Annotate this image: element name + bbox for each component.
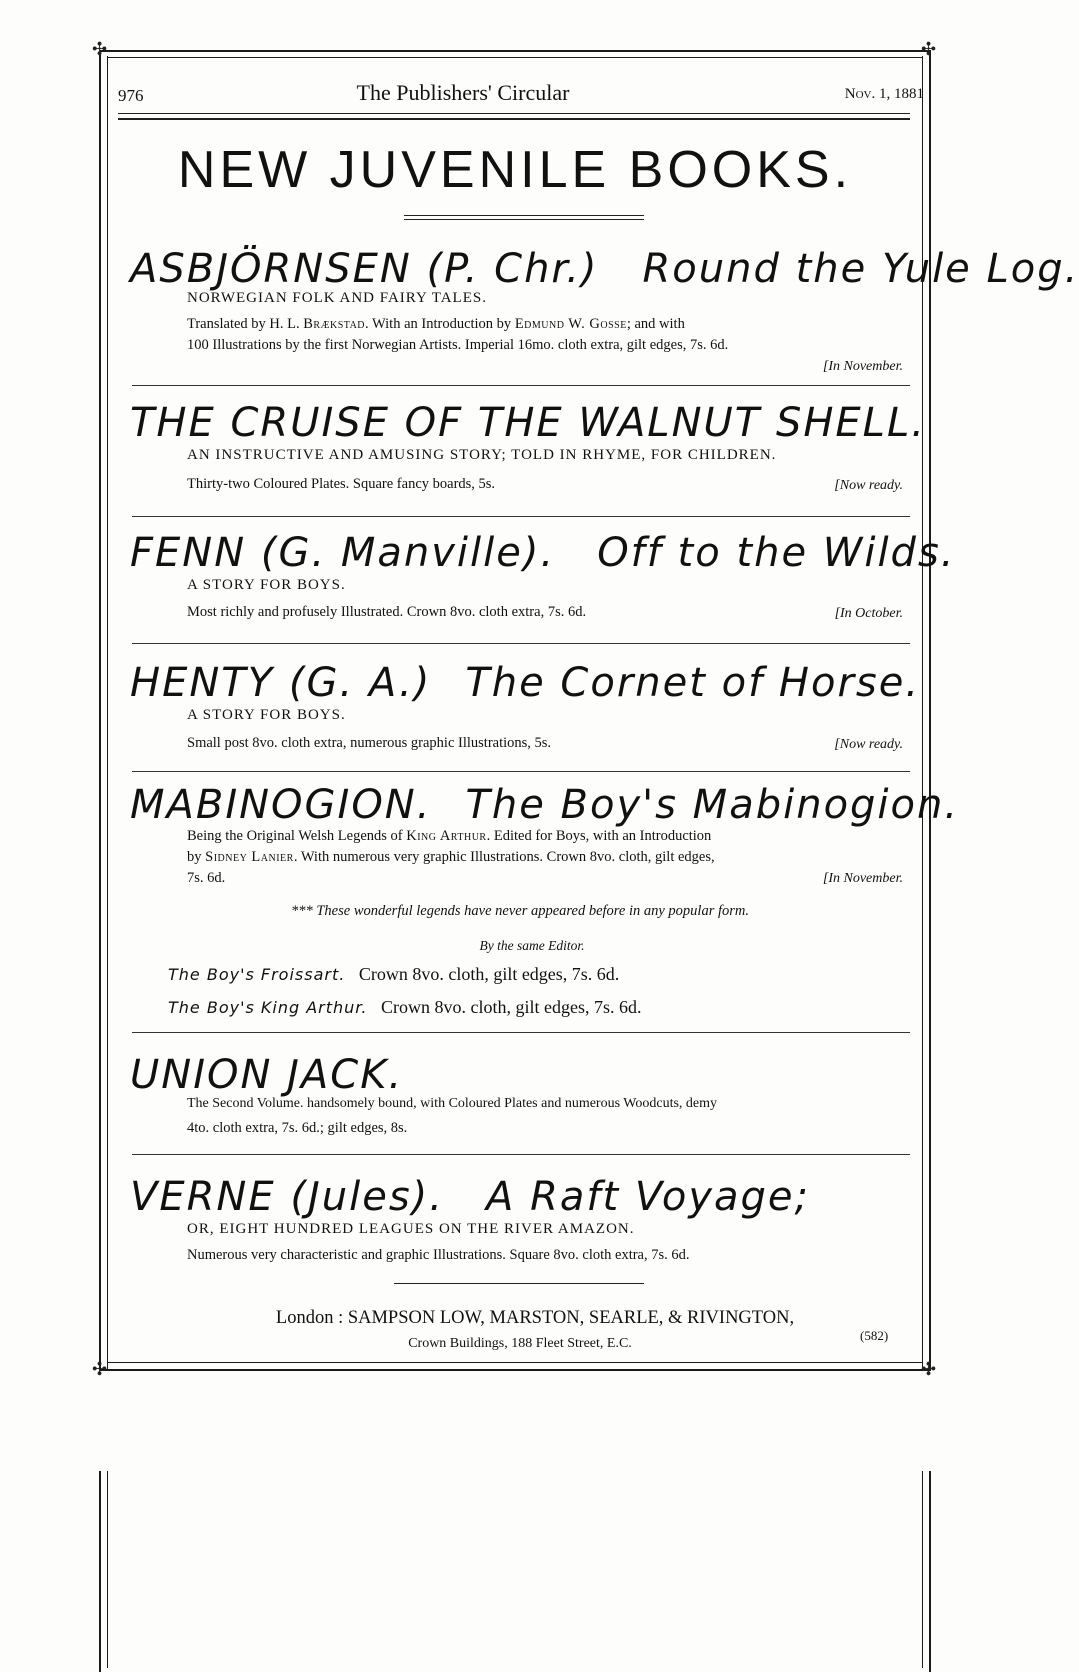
separator xyxy=(132,1154,910,1155)
entry-description-2: 4to. cloth extra, 7s. 6d.; gilt edges, 8s. xyxy=(187,1120,408,1136)
entry-author: MABINOGION. xyxy=(130,782,432,828)
entry-description-3: 7s. 6d. xyxy=(187,870,226,886)
also-by-editor-1: The Boy's Froissart. Crown 8vo. cloth, gilt edges, 7s. 6d. xyxy=(168,964,620,984)
entry-author: THE CRUISE OF THE WALNUT SHELL. xyxy=(130,400,926,446)
also-by-editor-2: The Boy's King Arthur. Crown 8vo. cloth, gilt edges, 7s. 6d. xyxy=(168,997,642,1017)
entry-subtitle: OR, EIGHT HUNDRED LEAGUES ON THE RIVER AMAZON. xyxy=(187,1221,635,1237)
title-rule-2 xyxy=(404,219,644,220)
entry-description-2: 100 Illustrations by the first Norwegian Artists. Imperial 16mo. cloth extra, gilt edges, 7s. 6d. xyxy=(187,337,729,353)
entry-description: The Second Volume. handsomely bound, with Coloured Plates and numerous Woodcuts, demy xyxy=(187,1096,718,1111)
entry-status: [Now ready. xyxy=(834,478,903,493)
header-rule-2 xyxy=(118,118,910,120)
entry-description: Being the Original Welsh Legends of King Arthur. Edited for Boys, with an Introduction xyxy=(187,828,712,844)
entry-status: [In October. xyxy=(834,606,903,621)
entry-status: [Now ready. xyxy=(834,737,903,752)
entry-description: Thirty-two Coloured Plates. Square fancy boards, 5s. xyxy=(187,476,496,492)
entry-author: ASBJÖRNSEN (P. Chr.) xyxy=(130,246,599,292)
entry-subtitle: AN INSTRUCTIVE AND AMUSING STORY; TOLD IN RHYME, FOR CHILDREN. xyxy=(187,447,777,463)
page-number: 976 xyxy=(118,86,144,105)
entry-status: [In November. xyxy=(822,359,903,374)
same-editor-heading: By the same Editor. xyxy=(479,938,585,953)
corner-ornament-bottom-right: ✣ xyxy=(921,1359,937,1379)
separator xyxy=(132,771,910,772)
entry-author: VERNE (Jules). xyxy=(130,1174,444,1220)
entry-author: HENTY (G. A.) xyxy=(130,660,432,706)
publisher-imprint: London : SAMPSON LOW, MARSTON, SEARLE, & RIVINGTON, xyxy=(275,1308,795,1328)
entry-heading xyxy=(130,400,926,446)
entry-description-2: by Sidney Lanier. With numerous very graphic Illustrations. Crown 8vo. cloth, gilt edges, xyxy=(187,849,715,865)
title-rule-1 xyxy=(404,215,644,216)
entry-description: Most richly and profusely Illustrated. Crown 8vo. cloth extra, 7s. 6d. xyxy=(187,604,587,620)
entry-subtitle: A STORY FOR BOYS. xyxy=(187,577,346,593)
entry-author: FENN (G. Manville). xyxy=(130,530,556,576)
entry-subtitle: NORWEGIAN FOLK AND FAIRY TALES. xyxy=(187,290,487,306)
entry-heading xyxy=(130,660,920,706)
frame-bottom-inner xyxy=(107,1362,923,1363)
header xyxy=(118,80,924,110)
separator xyxy=(132,516,910,517)
corner-ornament-bottom-left: ✣ xyxy=(92,1359,108,1379)
separator xyxy=(132,643,910,644)
entry-author: UNION JACK. xyxy=(130,1052,404,1098)
advertisement-number: (582) xyxy=(860,1328,889,1343)
footer-rule xyxy=(394,1283,644,1284)
issue-date: Nov. 1, 1881 xyxy=(844,86,924,102)
frame-left-clip xyxy=(99,1371,933,1471)
entry-heading xyxy=(130,1052,403,1098)
entry-subtitle: A STORY FOR BOYS. xyxy=(187,707,346,723)
publisher-address: Crown Buildings, 188 Fleet Street, E.C. xyxy=(408,1336,632,1351)
journal-title: The Publishers' Circular xyxy=(356,80,570,105)
corner-ornament-top-right: ✣ xyxy=(921,39,937,59)
entry-description: Translated by H. L. Brækstad. With an Introduction by Edmund W. Gosse; and with xyxy=(187,316,685,332)
entry-book-title: Round the Yule Log. xyxy=(642,246,1079,292)
entry-book-title: The Cornet of Horse. xyxy=(465,660,921,706)
entry-description: Small post 8vo. cloth extra, numerous graphic Illustrations, 5s. xyxy=(187,735,552,751)
entry-note: *** These wonderful legends have never appeared before in any popular form. xyxy=(290,903,749,919)
entry-heading xyxy=(130,530,956,576)
entry-description: Numerous very characteristic and graphic Illustrations. Square 8vo. cloth extra, 7s. 6d. xyxy=(187,1247,690,1263)
separator xyxy=(132,385,910,386)
entry-heading xyxy=(130,1174,810,1220)
frame-top-inner xyxy=(107,57,923,58)
entry-book-title: The Boy's Mabinogion. xyxy=(465,782,960,828)
header-rule-1 xyxy=(118,113,910,114)
entry-status: [In November. xyxy=(822,871,903,886)
entry-heading xyxy=(130,246,1079,292)
corner-ornament-top-left: ✣ xyxy=(92,39,108,59)
frame-top-outer xyxy=(99,50,931,52)
page-title: NEW JUVENILE BOOKS. xyxy=(177,141,853,199)
entry-book-title: Off to the Wilds. xyxy=(597,530,956,576)
entry-heading xyxy=(130,782,959,828)
separator xyxy=(132,1032,910,1033)
entry-book-title: A Raft Voyage; xyxy=(485,1174,810,1220)
